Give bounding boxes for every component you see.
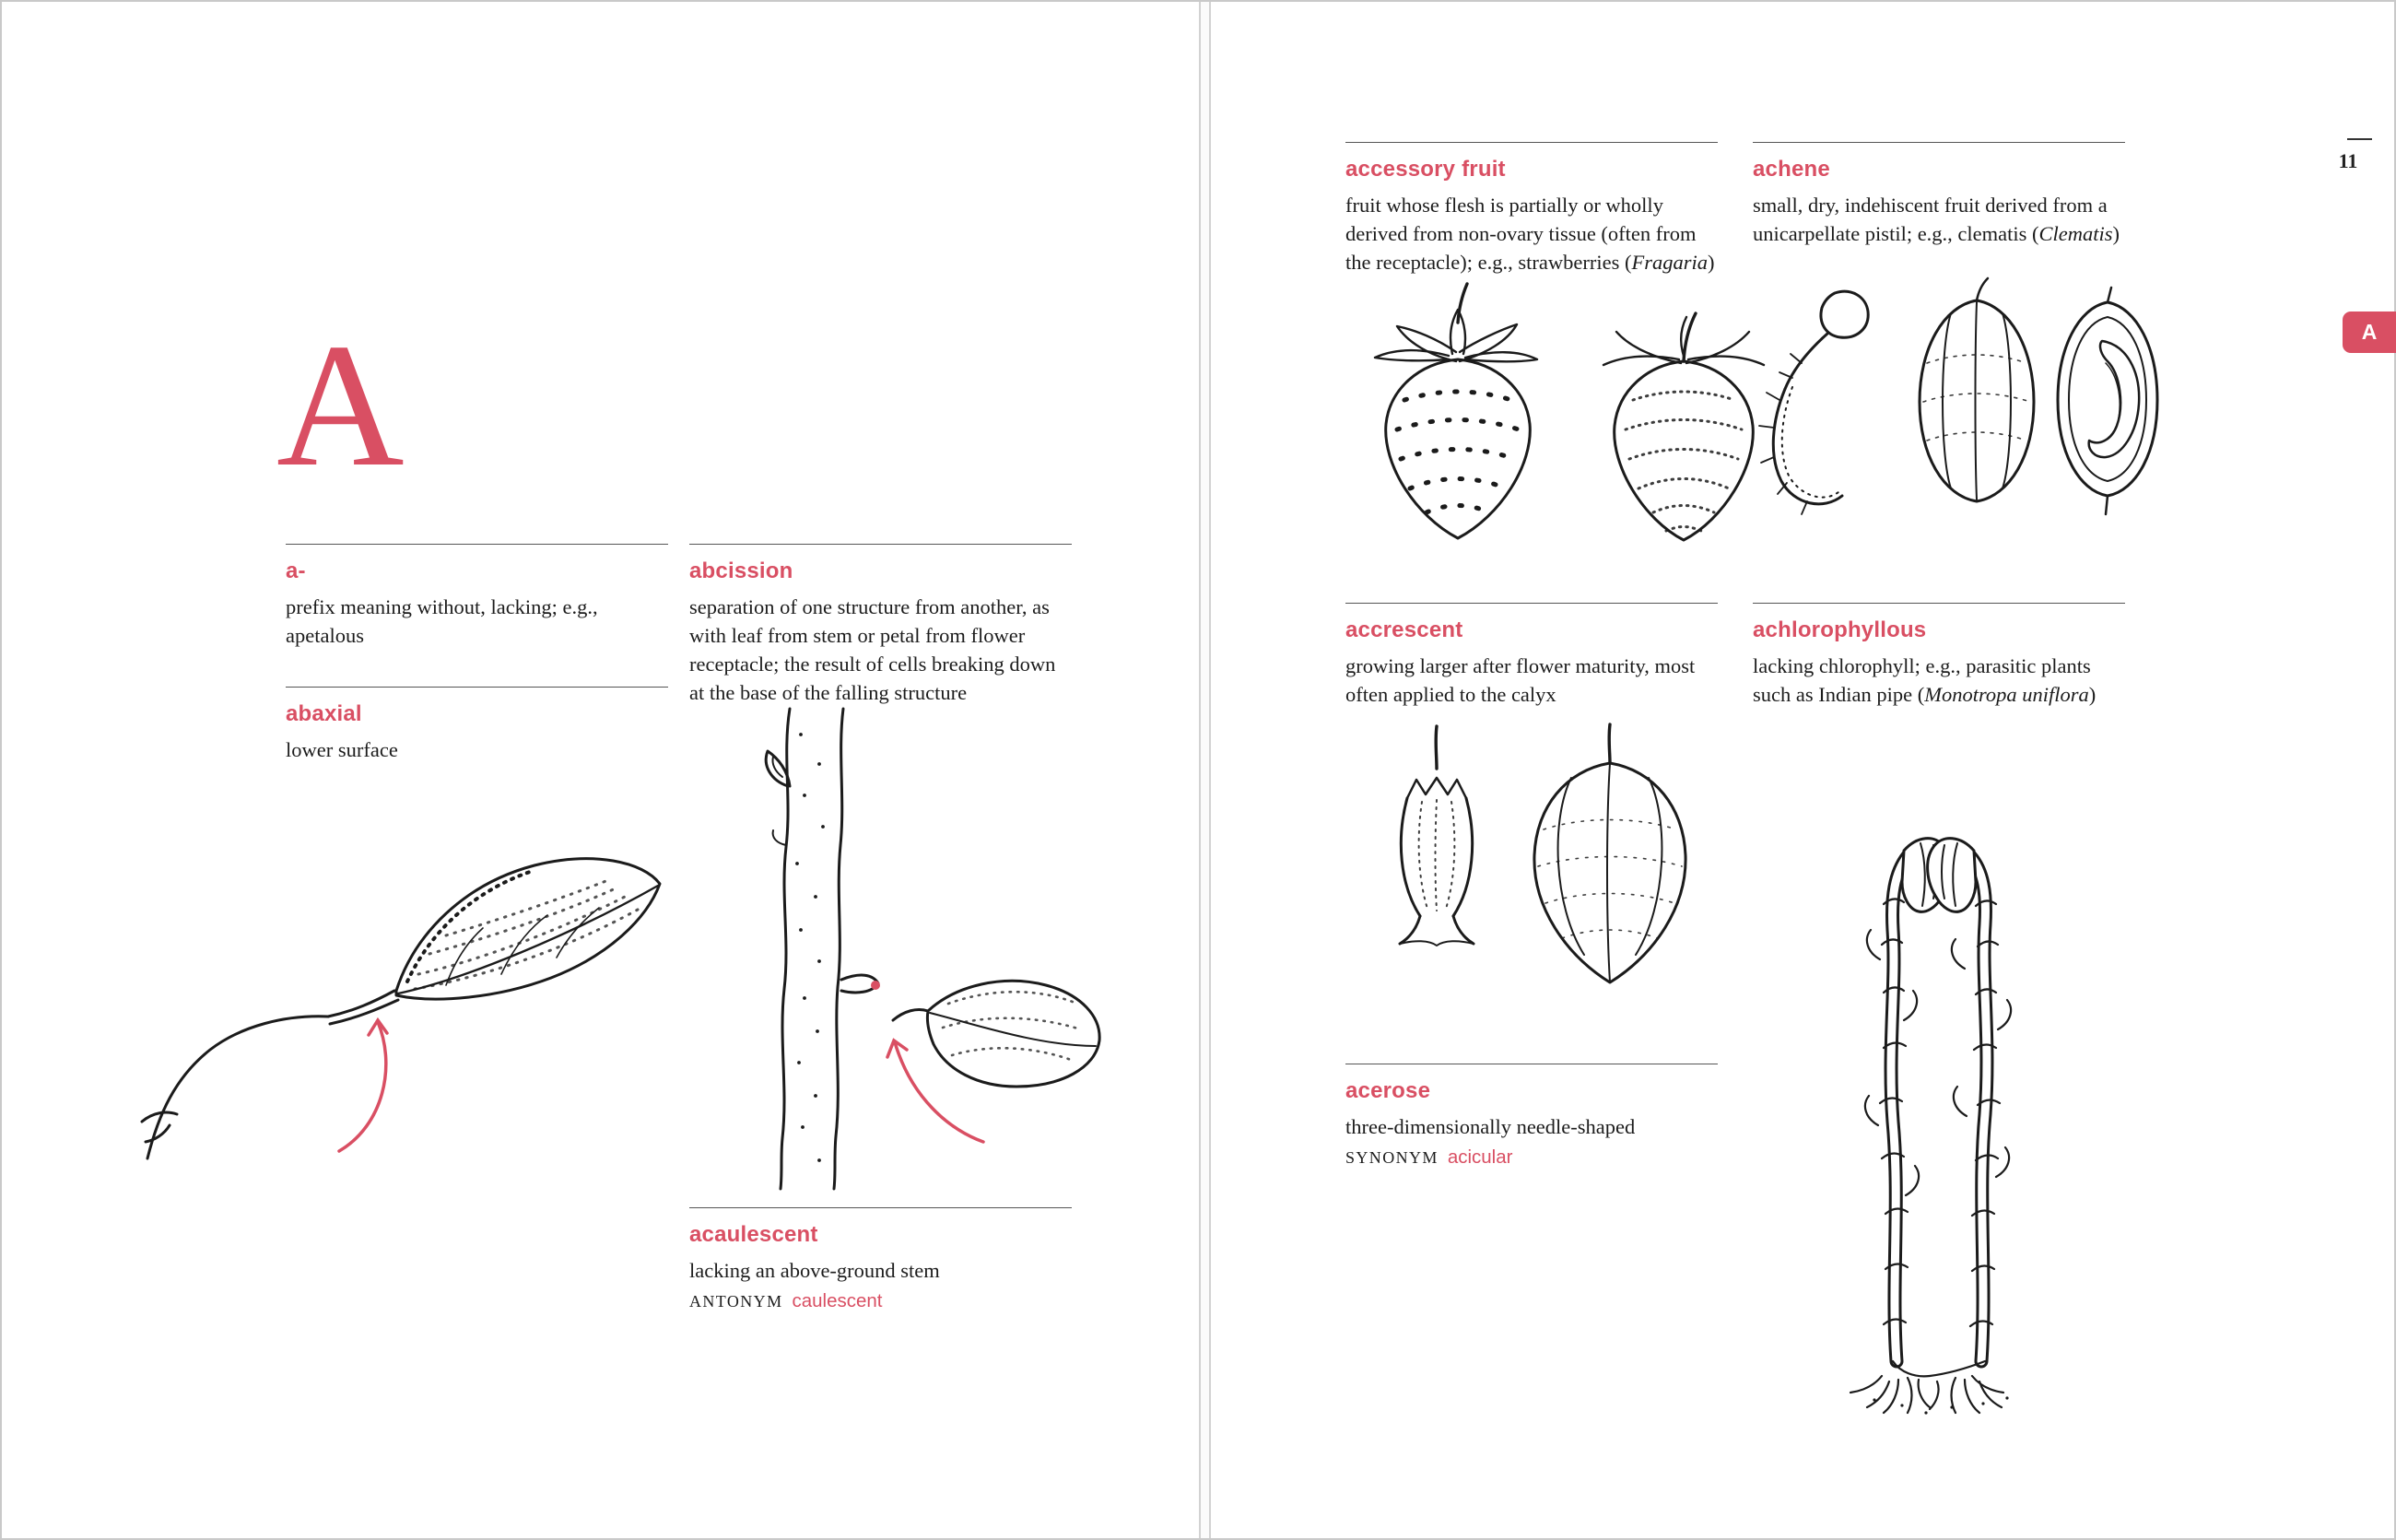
relation-term: caulescent xyxy=(792,1289,883,1311)
entry-definition: separation of one structure from another, as with leaf from stem or petal from flower receptacle; the result of cells breaking down at the base of the falling structure xyxy=(689,594,1056,704)
page-gutter xyxy=(1199,2,1211,1538)
entry-term: accrescent xyxy=(1345,617,1463,642)
entry-definition: prefix meaning without, lacking; e.g., apetalous xyxy=(286,594,598,647)
abaxial-leaf-illustration xyxy=(122,753,675,1172)
definition-text: ) xyxy=(2088,682,2096,706)
latin-name: Clematis xyxy=(2038,221,2113,245)
definition-text: ) xyxy=(1707,250,1715,274)
achlorophyllous-indian-pipe-illustration xyxy=(1790,716,2098,1430)
entry-acaulescent xyxy=(689,1207,1072,1311)
entry-term: abcission xyxy=(689,558,793,583)
entry-abcission xyxy=(689,544,1072,707)
entry-definition: growing larger after flower maturity, most often applied to the calyx xyxy=(1345,653,1696,706)
entry-term: a- xyxy=(286,558,306,583)
relation-label: SYNONYM xyxy=(1345,1147,1439,1167)
entry-definition xyxy=(1753,652,2125,709)
entry-term: achene xyxy=(1753,157,1830,182)
entry-definition: lacking an above-ground stem xyxy=(689,1258,940,1282)
achene-illustration xyxy=(1746,253,2166,547)
abcission-twig-illustration xyxy=(679,707,1108,1191)
page-number: 11 xyxy=(2338,149,2358,172)
entry-accrescent xyxy=(1345,603,1718,709)
entry-cross-reference xyxy=(689,1289,1072,1311)
entry-definition: lower surface xyxy=(286,737,398,761)
entry-definition: three-dimensionally needle-shaped xyxy=(1345,1114,1636,1138)
entry-cross-reference xyxy=(1345,1148,1718,1168)
latin-name: Monotropa uniflora xyxy=(1924,682,2089,706)
entry-achlorophyllous xyxy=(1753,603,2125,709)
entry-term: abaxial xyxy=(286,701,362,726)
right-page xyxy=(1211,2,2396,1538)
entry-accessory-fruit xyxy=(1345,142,1718,276)
entry-term: accessory fruit xyxy=(1345,157,1506,182)
section-tab: A xyxy=(2343,312,2396,353)
accrescent-calyx-illustration xyxy=(1333,710,1734,1023)
relation-term: acicular xyxy=(1447,1146,1513,1168)
definition-text: fruit whose flesh is partially or wholly derived from non-ovary tissue (often from the receptacle); e.g., strawberries ( xyxy=(1345,193,1697,274)
left-page xyxy=(2,2,1199,1538)
entry-a-prefix xyxy=(286,544,668,650)
entry-term: acerose xyxy=(1345,1078,1431,1103)
definition-text: ) xyxy=(2112,221,2120,245)
page-number-rule xyxy=(2347,138,2372,140)
definition-text: small, dry, indehiscent fruit derived from a unicarpellate pistil; e.g., clematis ( xyxy=(1753,193,2108,245)
entry-definition xyxy=(1753,191,2125,248)
entry-definition xyxy=(1345,191,1718,276)
section-letter: A xyxy=(276,307,406,503)
latin-name: Fragaria xyxy=(1631,250,1708,274)
entry-acerose xyxy=(1345,1064,1718,1168)
relation-label: ANTONYM xyxy=(689,1291,783,1311)
definition-text: lacking chlorophyll; e.g., parasitic plants such as Indian pipe ( xyxy=(1753,653,2091,706)
entry-term: achlorophyllous xyxy=(1753,617,1927,642)
entry-achene xyxy=(1753,142,2125,248)
entry-term: acaulescent xyxy=(689,1222,818,1247)
